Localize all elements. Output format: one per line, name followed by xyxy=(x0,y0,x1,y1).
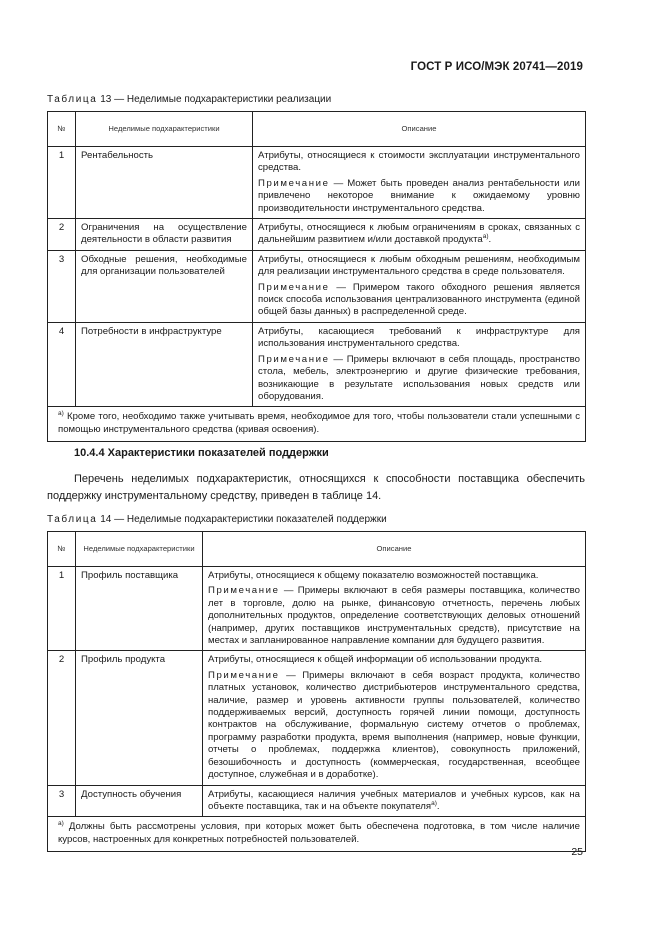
table14-caption xyxy=(47,514,387,525)
table14-footnote-row xyxy=(48,817,586,852)
row-desc-text: Атрибуты, относящиеся к любым обходным решениям, необходимым для реализации инструментального средства в среде пользователя. xyxy=(258,253,580,278)
note-label: Примечание xyxy=(258,177,330,189)
row-name xyxy=(76,322,253,406)
row-description xyxy=(253,219,586,251)
row-name-text: Потребности в инфраструктуре xyxy=(81,325,222,337)
note-label: Примечание xyxy=(208,669,280,681)
row-name xyxy=(76,250,253,322)
row-name-text: Профиль продукта xyxy=(81,654,166,666)
table13-header-row xyxy=(48,112,586,147)
row-note xyxy=(208,670,580,782)
row-name-text: Профиль поставщика xyxy=(81,570,179,581)
row-description xyxy=(203,785,586,817)
table-row xyxy=(48,651,586,785)
row-number: 1 xyxy=(48,147,76,219)
row-description xyxy=(253,147,586,219)
footnote-text: Должны быть рассмотрены условия, при которых может быть обеспечена подготовка, в том числе наличие курсов, настроенных для конкретных потребностей пользователей. xyxy=(58,821,580,845)
row-description xyxy=(203,651,586,785)
row-name-text: Обходные решения, необходимые для организации пользователей xyxy=(81,253,247,278)
row-number: 3 xyxy=(48,250,76,322)
note-label: Примечание xyxy=(258,281,330,293)
note-text: — Примеры включают в себя возраст продукта, количество платных установок, количество дистрибьютеров инструментального средства, наличие, размер и уровень активности группы пользователей, количество поддерживаемых версий, доступность горячей линии помощи, доступность контрактов на обслуживание, формальную систему отчетов о проблемах, программу разработки продукта, время выполнения (например, новые функции, отчеты о проблемах, поддержка клиентов), совокупность приложений, безошибочность и доступность (коммерческая, государственная, всеобщее доступное, служебная и в доработке). xyxy=(208,669,580,781)
note-text: — Примером такого обходного решения является поиск способа использования централизованного инструмента (единой общей базы данных) в распределенной среде. xyxy=(258,281,580,318)
row-desc-text: Атрибуты, относящиеся к любым ограничениям в сроках, связанных с дальнейшим развитием и/или доставкой продукта xyxy=(258,222,580,246)
table13-footnote-row xyxy=(48,407,586,442)
note-label: Примечание xyxy=(208,585,280,597)
table14-head-desc: Описание xyxy=(203,532,586,567)
row-note xyxy=(258,282,580,319)
row-desc xyxy=(208,789,580,814)
table14 xyxy=(47,531,586,852)
row-desc xyxy=(258,222,580,247)
table14-head-num: № xyxy=(48,532,76,567)
note-label: Примечание xyxy=(258,353,330,365)
table13 xyxy=(47,111,586,442)
table14-head-name: Неделимые подхарактеристики xyxy=(76,532,203,567)
note-text: — Примеры включают в себя размеры поставщика, количество лет в торговле, долю на рынке, финансовую отчетность, перечень любых дополнительных продуктов, определение соответствующих деловых отношений (например, других поставщиков инструментальных средств), присутствие на местах и запланированное направление компании для будущего развития. xyxy=(208,585,580,647)
table-row xyxy=(48,250,586,322)
table14-header-row xyxy=(48,532,586,567)
row-number: 1 xyxy=(48,567,76,651)
row-note xyxy=(258,178,580,215)
footnote-mark: a) xyxy=(58,820,64,828)
row-number: 4 xyxy=(48,322,76,406)
row-desc-end: . xyxy=(488,234,492,246)
table13-footnote xyxy=(48,407,586,442)
row-description xyxy=(203,567,586,651)
row-name xyxy=(76,147,253,219)
row-number: 2 xyxy=(48,651,76,785)
note-text: — Может быть проведен анализ рентабельности или привлечено некоторое внимание к ожидаемому уровню производительности инструментального средства. xyxy=(258,177,580,214)
row-description xyxy=(253,322,586,406)
table13-head-name: Неделимые подхарактеристики xyxy=(76,112,253,147)
table14-caption-title: 14 — Неделимые подхарактеристики показателей поддержки xyxy=(97,514,387,525)
table14-caption-word: Таблица xyxy=(47,514,98,525)
section-heading: 10.4.4 Характеристики показателей поддержки xyxy=(74,447,329,459)
row-desc-text: Атрибуты, относящиеся к стоимости эксплуатации инструментального средства. xyxy=(258,150,580,174)
footnote-ref: a) xyxy=(431,799,437,807)
row-desc-text: Атрибуты, относящиеся к общему показателю возможностей поставщика. xyxy=(208,570,539,581)
document-id: ГОСТ Р ИСО/МЭК 20741—2019 xyxy=(410,61,583,73)
footnote-ref: a) xyxy=(482,233,489,241)
table-row xyxy=(48,322,586,406)
row-desc-end: . xyxy=(436,800,440,812)
table13-caption xyxy=(47,94,331,105)
row-name-text: Доступность обучения xyxy=(81,788,182,800)
footnote-text: Кроме того, необходимо также учитывать время, необходимое для того, чтобы пользователи стали успешными с помощью инструментального средства (кривая освоения). xyxy=(58,411,580,435)
row-desc-text: Атрибуты, относящиеся к общей информации об использовании продукта. xyxy=(208,654,543,666)
table13-caption-title: 13 — Неделимые подхарактеристики реализации xyxy=(97,94,332,105)
row-number: 3 xyxy=(48,785,76,817)
row-name xyxy=(76,567,203,651)
page-number: 25 xyxy=(571,846,583,858)
section-paragraph: Перечень неделимых подхарактеристик, относящихся к способности поставщика обеспечить поддержку инструментальному средству, приведен в таблице 14. xyxy=(47,473,585,502)
table13-head-num: № xyxy=(48,112,76,147)
row-description xyxy=(253,250,586,322)
row-name xyxy=(76,651,203,785)
table-row xyxy=(48,147,586,219)
row-name xyxy=(76,219,253,251)
row-desc-text: Атрибуты, касающиеся требований к инфраструктуре для использования инструментального средства. xyxy=(258,325,580,350)
table-row xyxy=(48,219,586,251)
table13-caption-word: Таблица xyxy=(47,94,98,105)
row-note xyxy=(208,585,580,647)
row-name xyxy=(76,785,203,817)
row-name-text: Ограничения на осуществление деятельности в области развития xyxy=(81,222,247,246)
note-text: — Примеры включают в себя площадь, пространство стола, мебель, электроэнергию и другие физические требования, возникающие в результате использования новых средств или оборудования. xyxy=(258,353,580,402)
row-note xyxy=(258,354,580,404)
footnote-mark: a) xyxy=(58,410,64,418)
table14-footnote xyxy=(48,817,586,852)
row-number: 2 xyxy=(48,219,76,251)
row-name-text: Рентабельность xyxy=(81,150,154,161)
row-desc-text: Атрибуты, касающиеся наличия учебных материалов и учебных курсов, как на объекте поставщика, так и на объекте покупателя xyxy=(208,788,580,812)
table-row xyxy=(48,567,586,651)
table13-head-desc: Описание xyxy=(253,112,586,147)
table-row xyxy=(48,785,586,817)
